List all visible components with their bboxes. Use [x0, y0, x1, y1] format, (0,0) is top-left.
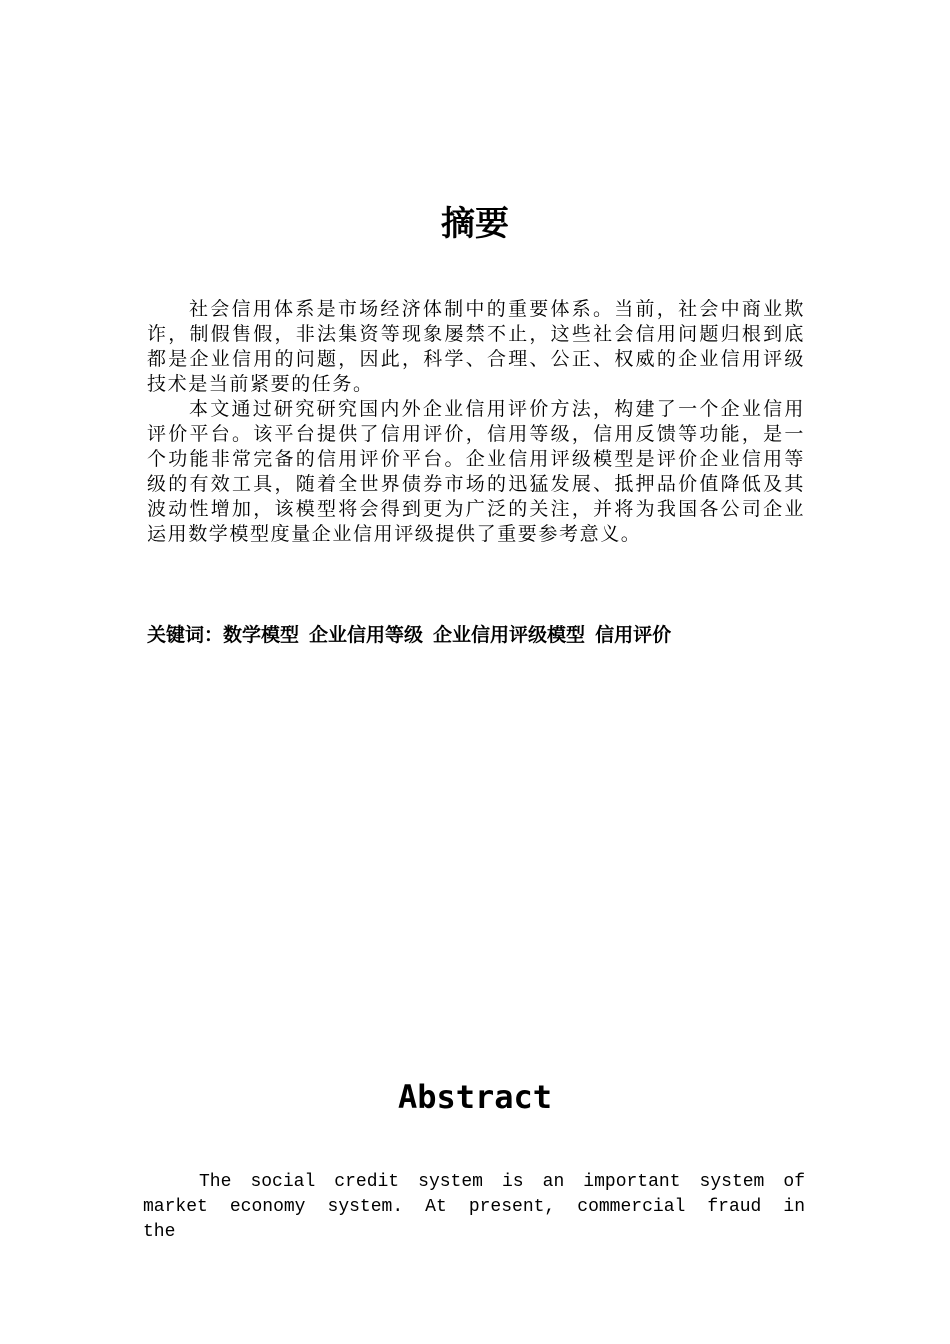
chinese-abstract-paragraph-2: 本文通过研究研究国内外企业信用评价方法，构建了一个企业信用评价平台。该平台提供了信用评价，信用等级，信用反馈等功能，是一个功能非常完备的信用评价平台。企业信用评级模型是评价企业信用等级的有效工具，随着全世界债券市场的迅猛发展、抵押品价值降低及其波动性增加，该模型将会得到更为广泛的关注，并将为我国各公司企业运用数学模型度量企业信用评级提供了重要参考意义。 [147, 398, 805, 545]
chinese-abstract-body [147, 297, 805, 547]
keyword: 信用评价 [595, 624, 672, 646]
keyword: 企业信用评级模型 [433, 624, 586, 646]
chinese-abstract-paragraph-1: 社会信用体系是市场经济体制中的重要体系。当前，社会中商业欺诈，制假售假，非法集资等现象屡禁不止，这些社会信用问题归根到底都是企业信用的问题，因此，科学、合理、公正、权威的企业信用评级技术是当前紧要的任务。 [147, 298, 805, 395]
keyword: 企业信用等级 [309, 624, 424, 646]
keywords-line [147, 622, 847, 648]
english-abstract-paragraph: The social credit system is an important system of market economy system. At present, commercial fraud in the [143, 1172, 805, 1242]
english-abstract-title: Abstract [397, 1078, 553, 1116]
keyword: 数学模型 [223, 624, 300, 646]
keywords-label: 关键词： [147, 624, 224, 646]
chinese-abstract-title: 摘要 [441, 204, 509, 244]
